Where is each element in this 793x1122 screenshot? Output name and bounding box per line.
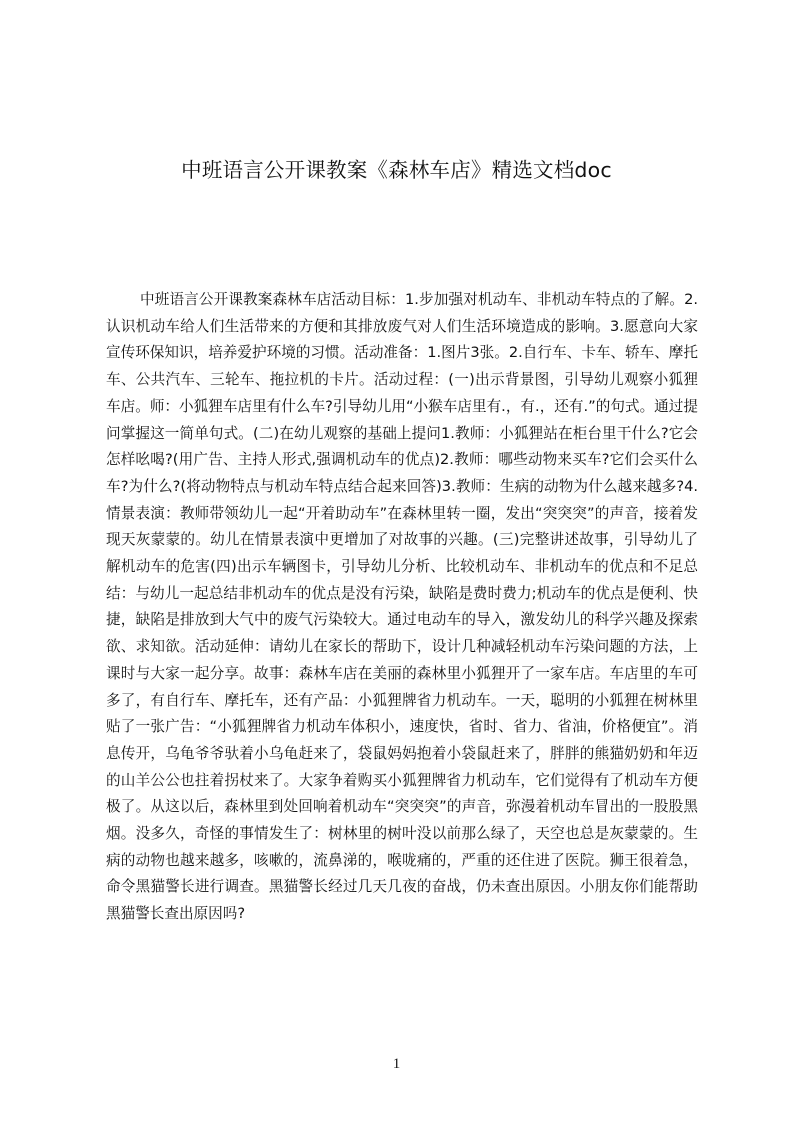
page-number: 1	[392, 1056, 401, 1072]
document-body-paragraph: 中班语言公开课教案森林车店活动目标：1.步加强对机动车、非机动车特点的了解。2.认识机动车给人们生活带来的方便和其排放废气对人们生活环境造成的影响。3.愿意向大家宣传环保知识，培养爱护环境的习惯。活动准备：1.图片3张。2.自行车、卡车、轿车、摩托车、公共汽车、三轮车、拖拉机的卡片。活动过程：(一)出示背景图，引导幼儿观察小狐狸车店。师：小狐狸车店里有什么车?引导幼儿用“小猴车店里有.，有.，还有.”的句式。通过提问掌握这一简单句式。(二)在幼儿观察的基础上提问1.教师：小狐狸站在柜台里干什么?它会怎样吆喝?(用广告、主持人形式,强调机动车的优点)2.教师：哪些动物来买车?它们会买什么车?为什么?(将动物特点与机动车特点结合起来回答)3.教师：生病的动物为什么越来越多?4.情景表演：教师带领幼儿一起“开着助动车”在森林里转一圈，发出“突突突”的声音，接着发现天灰蒙蒙的。幼儿在情景表演中更增加了对故事的兴趣。(三)完整讲述故事，引导幼儿了解机动车的危害(四)出示车辆图卡，引导幼儿分析、比较机动车、非机动车的优点和不足总结：与幼儿一起总结非机动车的优点是没有污染，缺陷是费时费力;机动车的优点是便利、快捷，缺陷是排放到大气中的废气污染较大。通过电动车的导入，激发幼儿的科学兴趣及探索欲、求知欲。活动延伸：请幼儿在家长的帮助下，设计几种减轻机动车污染问题的方法，上课时与大家一起分享。故事：森林车店在美丽的森林里小狐狸开了一家车店。车店里的车可多了，有自行车、摩托车，还有产品：小狐狸牌省力机动车。一天，聪明的小狐狸在树林里贴了一张广告：“小狐狸牌省力机动车体积小，速度快，省时、省力、省油，价格便宜”。消息传开，乌龟爷爷驮着小乌龟赶来了，袋鼠妈妈抱着小袋鼠赶来了，胖胖的熊猫奶奶和年迈的山羊公公也拄着拐杖来了。大家争着购买小狐狸牌省力机动车，它们觉得有了机动车方便极了。从这以后，森林里到处回响着机动车“突突突”的声音，弥漫着机动车冒出的一股股黑烟。没多久，奇怪的事情发生了：树林里的树叶没以前那么绿了，天空也总是灰蒙蒙的。生病的动物也越来越多，咳嗽的，流鼻涕的，喉咙痛的，严重的还住进了医院。狮王很着急，命令黑猫警长进行调查。黑猫警长经过几天几夜的奋战，仍未查出原因。小朋友你们能帮助黑猫警长查出原因吗?	[106, 291, 698, 923]
document-title: 中班语言公开课教案《森林车店》精选文档doc	[181, 157, 612, 182]
